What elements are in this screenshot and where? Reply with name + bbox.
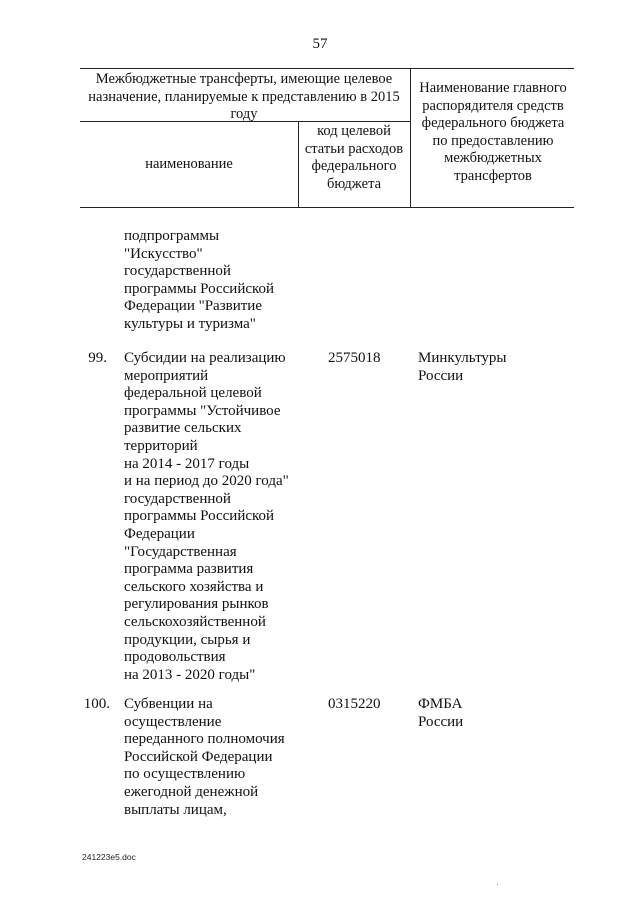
document-filename: 241223e5.doc [82,852,136,862]
row-number: 100. [83,696,110,712]
row-name: подпрограммы "Искусство" государственной программы Российской Федерации "Развитие культуры и туризма" [124,228,275,332]
page-number: 57 [312,36,328,52]
scan-speck [497,884,498,885]
header-group-label: Межбюджетные трансферты, имеющие целевое назначение, планируемые к представлению в 2015 году [88,71,400,122]
row-code: 2575018 [328,350,381,366]
row-name: Субвенции на осуществление переданного полномочия Российской Федерации по осуществлению ежегодной денежной выплаты лицам, [124,696,285,818]
header-top-rule [80,68,574,69]
header-agency-label: Наименование главного распорядителя средств федерального бюджета по предоставлению межбюджетных трансфертов [419,80,567,184]
row-agency: Минкультуры России [418,350,507,384]
row-code: 0315220 [328,696,381,712]
header-code-label: код целевой статьи расходов федерального бюджета [304,123,404,192]
row-name: Субсидии на реализацию мероприятий федеральной целевой программы "Устойчивое развитие сельских территорий на 2014 - 2017 годы и на период до 2020 года" государственной программы Российской Федерации "Государственная программа развития сельского хозяйства и регулирования рынков сельскохозяйственной продукции, сырья и продовольствия на 2013 - 2020 годы" [124,350,289,683]
header-divider-right [410,68,411,207]
header-divider-code [298,121,299,207]
row-agency: ФМБА России [418,696,464,730]
row-number: 99. [88,350,107,366]
header-bottom-rule [80,207,574,208]
header-name-label: наименование [145,156,233,172]
